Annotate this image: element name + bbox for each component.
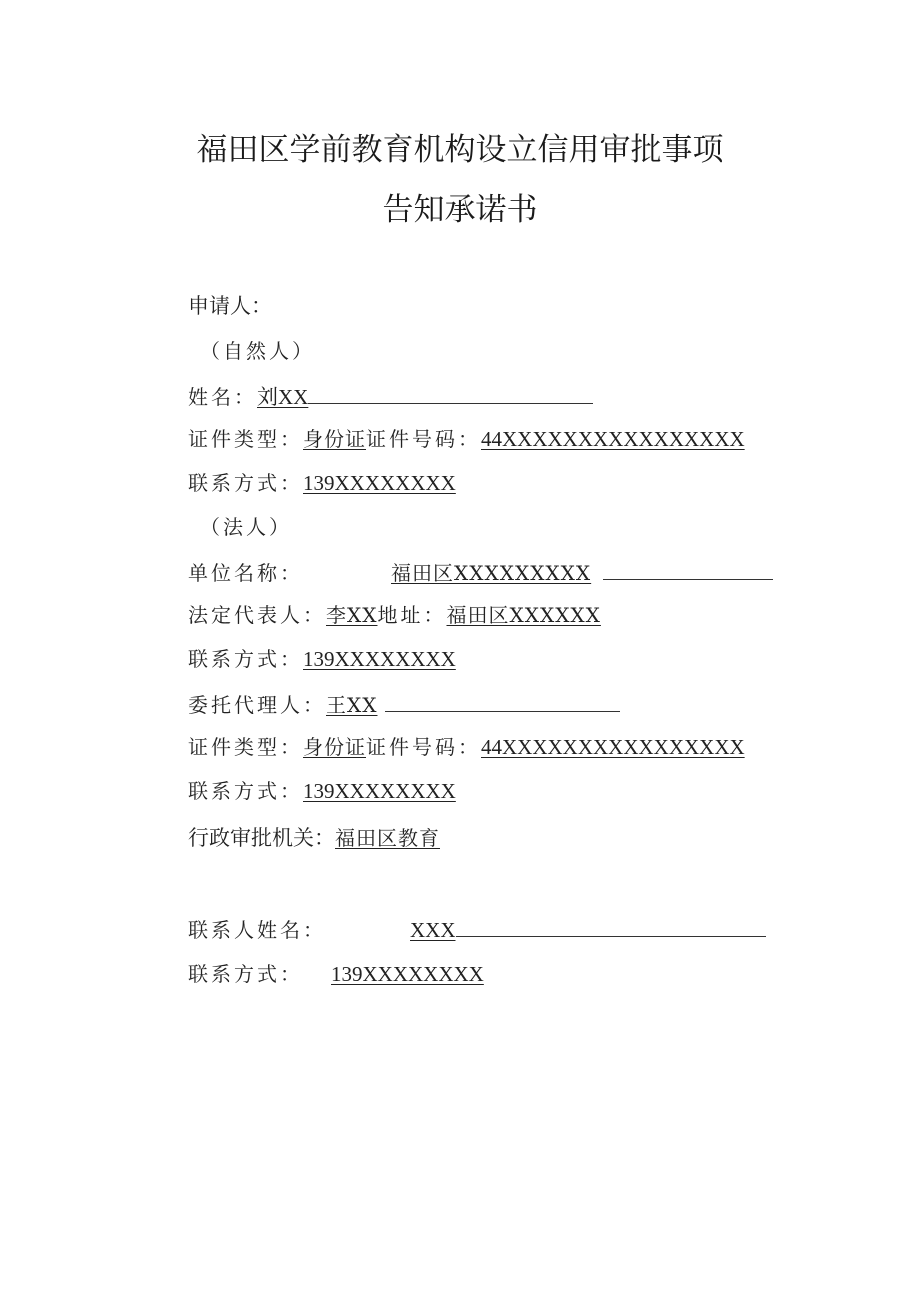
legal-org-label: 单位名称： [188,561,303,585]
legal-addr-label: 地址： [377,603,447,627]
natural-contact-value: 139XXXXXXXX [303,471,456,495]
legal-rep-row [188,603,601,627]
legal-rep-value: 李XX [326,603,378,627]
natural-name-value: 刘XX [257,385,309,409]
legal-contact-label: 联系方式： [188,647,303,671]
natural-person-section: （自然人） [200,339,315,363]
natural-id-no-label: 证件号码： [366,427,481,451]
contact-person-name-blank [456,916,766,937]
legal-id-no-label: 证件号码： [366,735,481,759]
legal-contact-row [188,647,456,671]
contact-person-name-label: 联系人姓名： [188,918,326,942]
natural-id-type-value: 身份证 [303,427,366,451]
contact-person-phone-label: 联系方式： [188,962,303,986]
authority-label: 行政审批机关： [188,826,335,850]
legal-org-value: 福田区XXXXXXXXX [391,561,592,585]
legal-addr-value: 福田区XXXXXX [446,603,601,627]
legal-id-no-value: 44XXXXXXXXXXXXXXXX [481,735,745,759]
legal-agent-label: 委托代理人： [188,693,326,717]
legal-id-type-label: 证件类型： [188,735,303,759]
legal-agent-blank [385,691,620,712]
legal-contact2-label: 联系方式： [188,779,303,803]
natural-contact-row [188,471,456,495]
authority-value: 福田区教育 [335,826,440,850]
applicant-heading: 申请人： [188,294,272,318]
legal-agent-value: 王XX [326,693,378,717]
authority-row [188,826,440,850]
natural-name-row [188,383,593,409]
contact-person-phone-value: 139XXXXXXXX [331,962,484,986]
legal-id-type-value: 身份证 [303,735,366,759]
document-title-line2: 告知承诺书 [382,192,538,228]
document-title-line1: 福田区学前教育机构设立信用审批事项 [196,132,724,168]
legal-contact-value: 139XXXXXXXX [303,647,456,671]
legal-rep-label: 法定代表人： [188,603,326,627]
legal-org-row [188,559,773,585]
legal-contact2-value: 139XXXXXXXX [303,779,456,803]
natural-id-type-label: 证件类型： [188,427,303,451]
contact-person-name-row [188,916,766,942]
legal-person-section: （法人） [200,515,292,539]
legal-contact2-row [188,779,456,803]
natural-name-blank [308,383,593,404]
legal-agent-row [188,691,620,717]
legal-org-blank [603,559,773,580]
natural-id-no-value: 44XXXXXXXXXXXXXXXX [481,427,745,451]
natural-contact-label: 联系方式： [188,471,303,495]
contact-person-phone-row [188,962,484,986]
natural-id-row [188,427,745,451]
contact-person-name-value: XXX [410,918,456,942]
natural-name-label: 姓名： [188,385,257,409]
legal-id-row [188,735,745,759]
